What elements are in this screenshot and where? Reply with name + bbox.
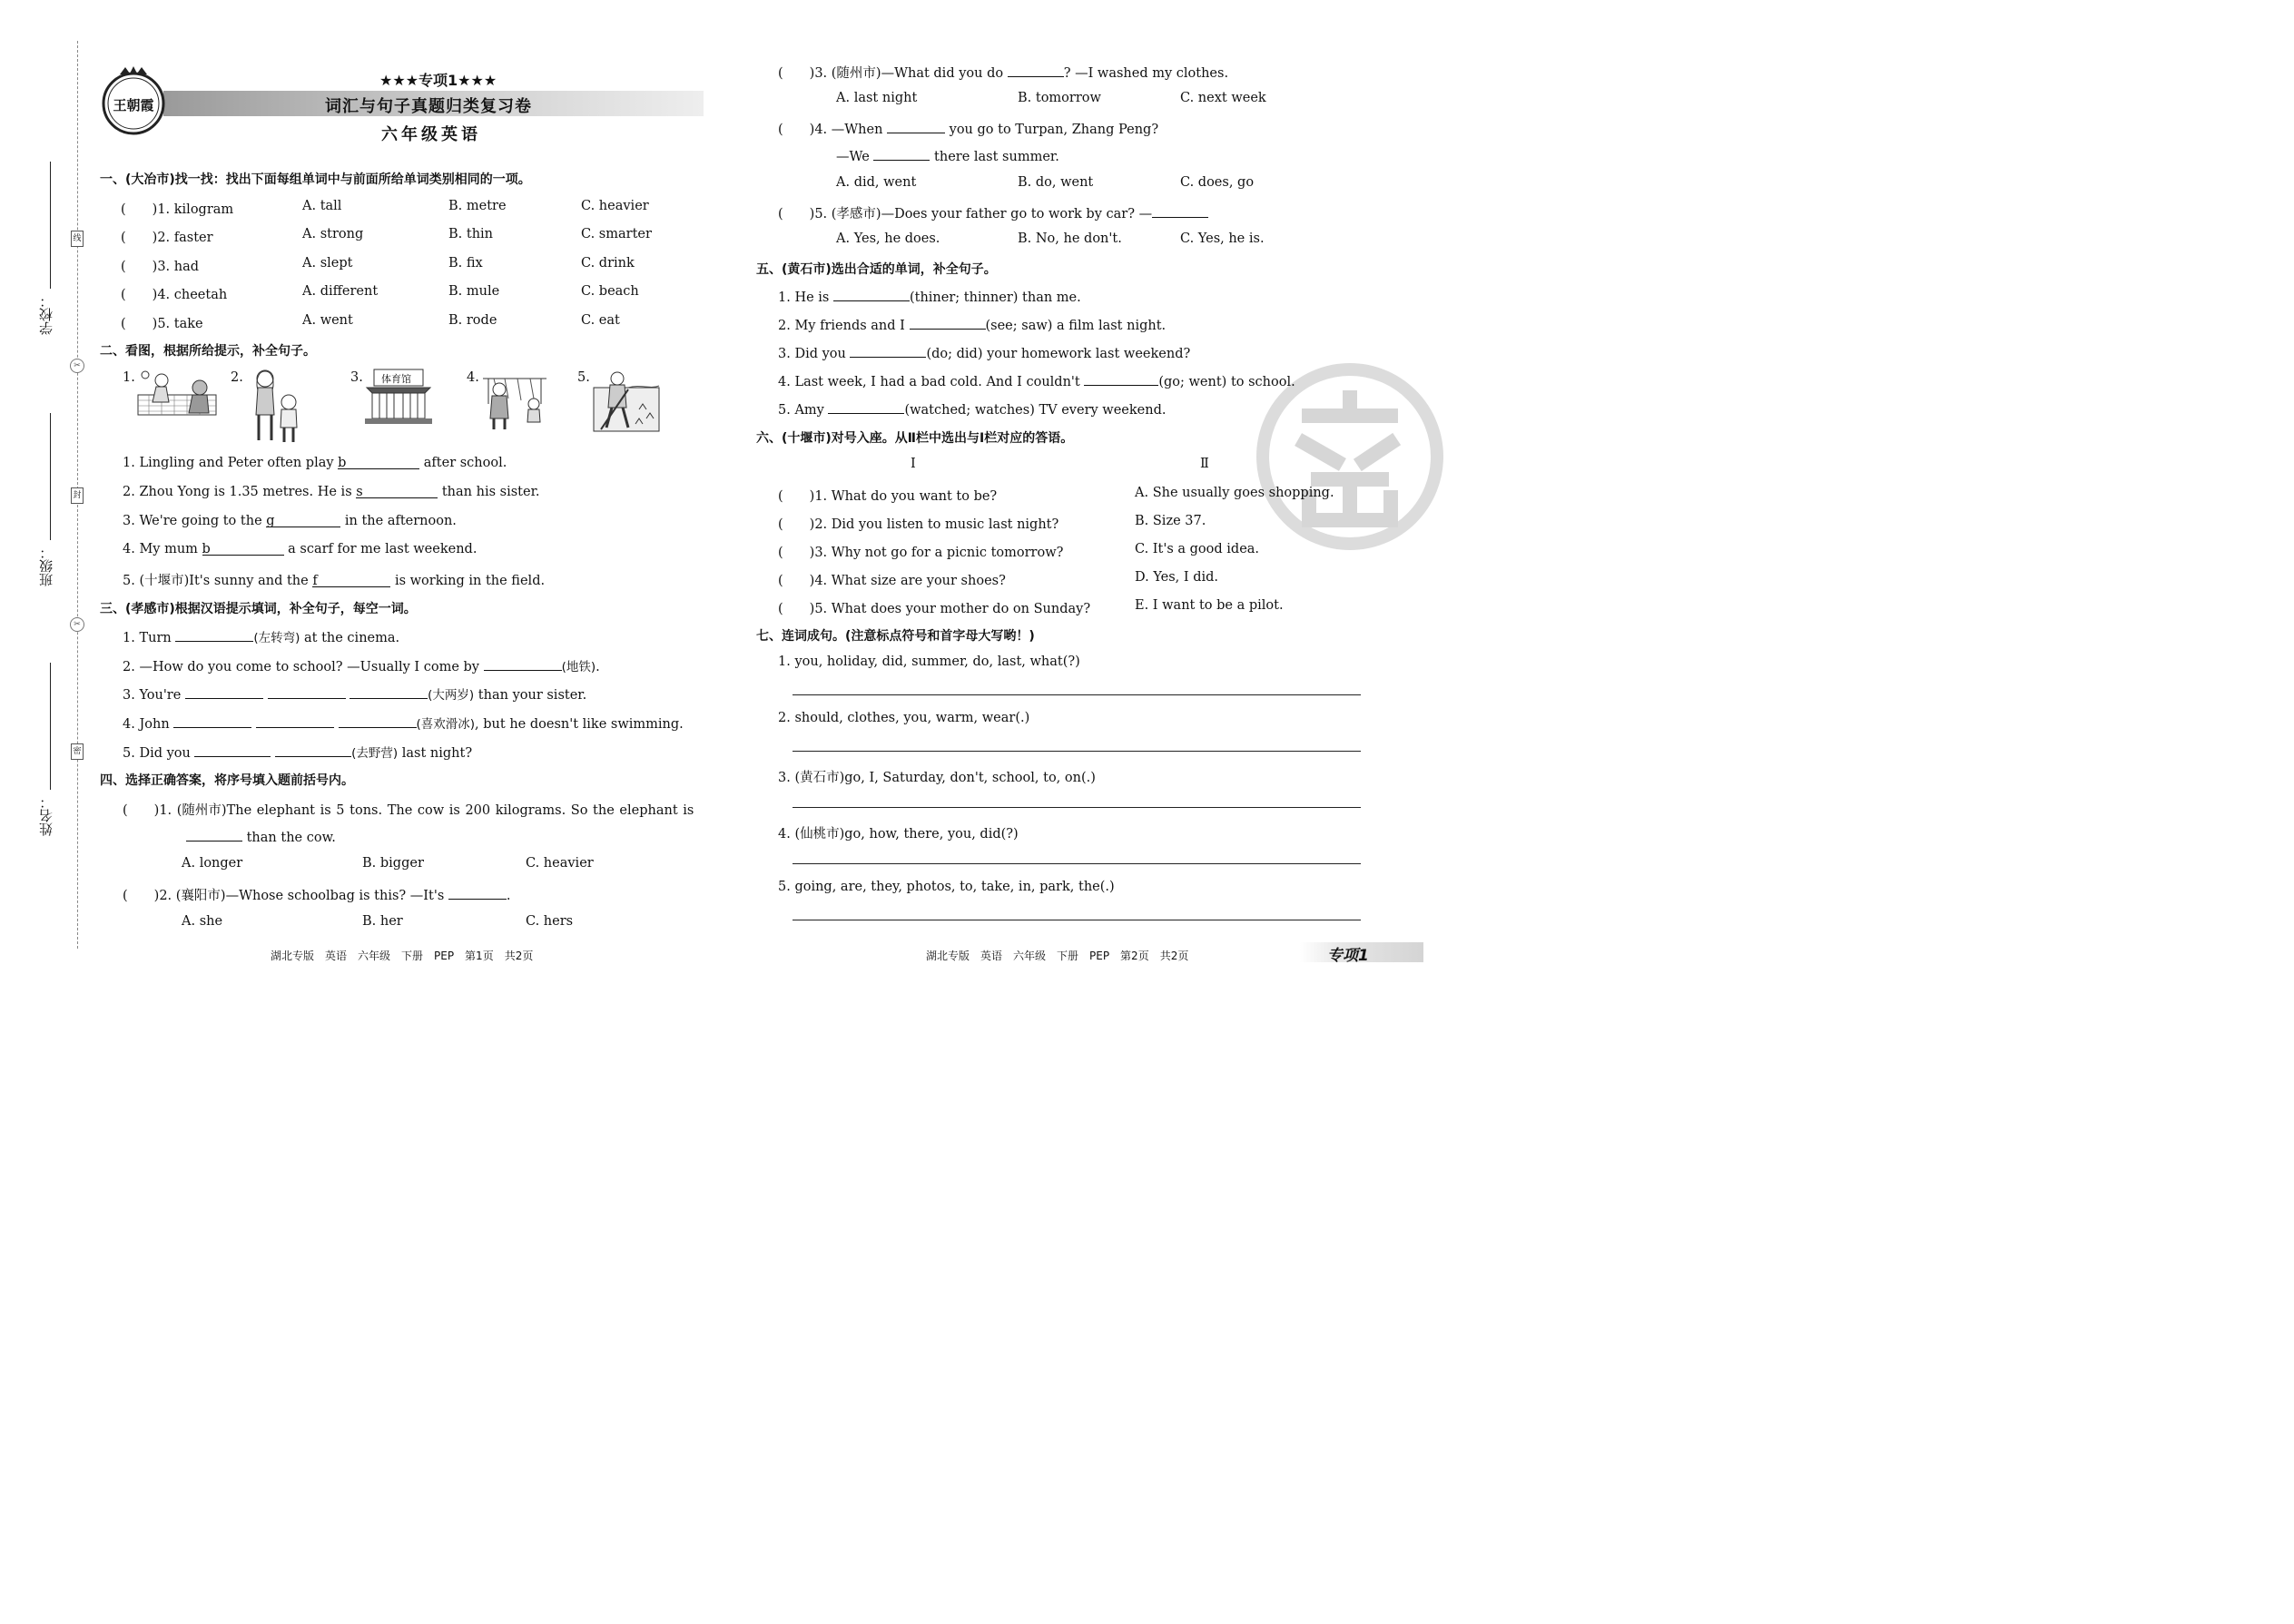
list-item: ( )1. What do you want to be? xyxy=(778,489,998,504)
question-2: ( )2. (襄阳市)—Whose schoolbag is this? —It's . xyxy=(123,885,511,904)
answer-blank xyxy=(1084,372,1158,386)
option-b: B. fix xyxy=(448,256,483,271)
option-b: B. do, went xyxy=(1018,175,1094,190)
scissors-icon: ✂ xyxy=(70,617,84,632)
list-item: 5. Amy (watched; watches) TV every weekend. xyxy=(778,400,1166,418)
school-label: 学校： xyxy=(38,294,54,335)
list-item: ( )5. What does your mother do on Sunday? xyxy=(778,602,1091,616)
question-4: ( )4. —When you go to Turpan, Zhang Peng? xyxy=(778,119,1158,138)
list-item: ( )4. What size are your shoes? xyxy=(778,574,1006,588)
section-2-heading: 二、看图，根据所给提示，补全句子。 xyxy=(100,344,316,359)
answer-blank xyxy=(173,714,251,728)
list-item: ( )3. Why not go for a picnic tomorrow? xyxy=(778,546,1064,560)
option-b: B. metre xyxy=(448,199,507,213)
answer-blank xyxy=(186,828,242,842)
mark-seal: 封 xyxy=(71,487,84,504)
answer-blank xyxy=(850,344,926,358)
option-a: A. went xyxy=(302,313,353,328)
list-item: ( )5. take xyxy=(121,317,203,331)
class-label: 班级： xyxy=(38,546,54,586)
answer-option: B. Size 37. xyxy=(1135,514,1206,528)
list-item: 4. (仙桃市)go, how, there, you, did(?) xyxy=(778,827,1019,842)
question-1: ( )1. (随州市)The elephant is 5 tons. The cow is 200 kilograms. So the elephant is xyxy=(123,803,694,818)
answer-option: C. It's a good idea. xyxy=(1135,542,1260,556)
answer-blank xyxy=(1152,204,1208,218)
option-c: C. smarter xyxy=(581,227,652,241)
list-item: 2. My friends and I (see; saw) a film last night. xyxy=(778,316,1166,333)
blank-with-letter: s xyxy=(356,485,438,498)
list-item: 3. (黄石市)go, I, Saturday, don't, school, to, on(.) xyxy=(778,771,1096,785)
answer-blank xyxy=(887,120,945,133)
list-item: 4. Last week, I had a bad cold. And I couldn't (go; went) to school. xyxy=(778,372,1295,389)
answer-option: A. She usually goes shopping. xyxy=(1135,486,1334,500)
column-header-2: Ⅱ xyxy=(1200,457,1209,471)
blank-with-letter: g xyxy=(266,514,340,527)
banner-tag: ★★★专项1★★★ xyxy=(379,72,497,89)
page-title: 词汇与句子真题归类复习卷 xyxy=(325,97,532,116)
logo-text: 王朝霞 xyxy=(113,97,154,113)
footer-tag: 专项1 xyxy=(1327,947,1369,965)
option-c: C. Yes, he is. xyxy=(1180,231,1265,246)
mark-line: 线 xyxy=(71,231,84,247)
section-1-heading: 一、(大冶市)找一找：找出下面每组单词中与前面所给单词类别相同的一项。 xyxy=(100,172,531,187)
section-5-heading: 五、(黄石市)选出合适的单词，补全句子。 xyxy=(756,262,997,277)
farmer-field-picture xyxy=(592,368,661,433)
option-a: A. strong xyxy=(302,227,364,241)
section-6-heading: 六、(十堰市)对号入座。从Ⅱ栏中选出与Ⅰ栏对应的答语。 xyxy=(756,431,1074,446)
option-b: B. mule xyxy=(448,284,500,299)
mother-shopping-picture xyxy=(481,368,549,431)
option-c: C. drink xyxy=(581,256,635,271)
option-a: A. different xyxy=(302,284,379,299)
option-a: A. slept xyxy=(302,256,353,271)
answer-option: D. Yes, I did. xyxy=(1135,570,1219,585)
list-item: 2. Zhou Yong is 1.35 metres. He is s than his sister. xyxy=(123,485,540,499)
pic-label: 5. xyxy=(577,370,590,385)
answer-blank xyxy=(275,743,351,757)
answer-blank xyxy=(339,714,417,728)
scissors-icon: ✂ xyxy=(70,359,84,373)
option-a: A. Yes, he does. xyxy=(836,231,940,246)
answer-line xyxy=(793,863,1361,864)
question-1-cont: than the cow. xyxy=(186,828,336,845)
pic-label: 3. xyxy=(350,370,363,385)
pingpong-picture xyxy=(136,368,218,424)
blank-with-letter: f xyxy=(312,574,390,587)
answer-blank xyxy=(833,288,910,301)
footer-right: 湖北专版 英语 六年级 下册 PEP 第2页 共2页 xyxy=(926,950,1189,962)
class-field xyxy=(38,413,56,586)
list-item: 1. Turn (左转弯) at the cinema. xyxy=(123,627,399,645)
mark-secret: 密 xyxy=(71,743,84,760)
column-header-1: Ⅰ xyxy=(911,457,916,471)
option-a: A. longer xyxy=(182,856,243,871)
answer-option: E. I want to be a pilot. xyxy=(1135,598,1284,613)
option-c: C. heavier xyxy=(526,856,594,871)
list-item: ( )4. cheetah xyxy=(121,288,228,302)
option-c: C. eat xyxy=(581,313,620,328)
blank-with-letter: b xyxy=(202,542,284,556)
section-7-heading: 七、连词成句。(注意标点符号和首字母大写哟！) xyxy=(756,629,1035,644)
answer-line xyxy=(793,694,1361,695)
question-3: ( )3. (随州市)—What did you do ? —I washed my clothes. xyxy=(778,63,1228,82)
list-item: 3. You're (大两岁) than your sister. xyxy=(123,684,586,703)
footer-left: 湖北专版 英语 六年级 下册 PEP 第1页 共2页 xyxy=(271,950,534,962)
answer-blank xyxy=(256,714,334,728)
question-5: ( )5. (孝感市)—Does your father go to work by car? — xyxy=(778,203,1208,222)
seal-icon xyxy=(1255,361,1445,552)
answer-blank xyxy=(1008,64,1064,77)
list-item: 3. We're going to the g in the afternoon. xyxy=(123,514,457,528)
question-4-reply: —We there last summer. xyxy=(836,147,1059,164)
blank-with-letter: b xyxy=(338,456,419,469)
answer-blank xyxy=(175,628,253,642)
answer-blank xyxy=(873,147,930,161)
list-item: 4. My mum b a scarf for me last weekend. xyxy=(123,542,478,556)
list-item: ( )1. kilogram xyxy=(121,202,234,217)
answer-blank xyxy=(194,743,271,757)
answer-blank xyxy=(828,400,904,414)
school-field xyxy=(38,162,56,335)
option-a: A. last night xyxy=(836,91,918,105)
option-b: B. tomorrow xyxy=(1018,91,1101,105)
answer-blank xyxy=(910,316,986,330)
name-field xyxy=(38,663,56,836)
section-4-heading: 四、选择正确答案，将序号填入题前括号内。 xyxy=(100,773,354,788)
pic-label: 1. xyxy=(123,370,135,385)
gym-sign: 体育馆 xyxy=(381,373,411,385)
option-a: A. did, went xyxy=(836,175,917,190)
answer-blank xyxy=(448,886,507,900)
option-b: B. thin xyxy=(448,227,494,241)
page-subtitle: 六年级英语 xyxy=(381,125,481,144)
list-item: 4. John (喜欢滑冰), but he doesn't like swimming. xyxy=(123,714,684,732)
section-3-heading: 三、(孝感市)根据汉语提示填词，补全句子，每空一词。 xyxy=(100,602,417,616)
option-b: B. No, he don't. xyxy=(1018,231,1122,246)
list-item: 1. Lingling and Peter often play b after school. xyxy=(123,456,507,470)
answer-blank xyxy=(350,685,428,699)
list-item: 5. going, are, they, photos, to, take, in, park, the(.) xyxy=(778,880,1115,894)
answer-blank xyxy=(185,685,263,699)
option-b: B. her xyxy=(362,914,403,929)
list-item: 3. Did you (do; did) your homework last weekend? xyxy=(778,344,1190,361)
answer-line xyxy=(793,751,1361,752)
answer-blank xyxy=(268,685,346,699)
answer-blank xyxy=(484,657,562,671)
list-item: 1. He is (thiner; thinner) than me. xyxy=(778,288,1081,305)
list-item: ( )2. Did you listen to music last night? xyxy=(778,517,1059,532)
option-c: C. heavier xyxy=(581,199,649,213)
list-item: 5. Did you (去野营) last night? xyxy=(123,743,472,761)
option-c: C. hers xyxy=(526,914,574,929)
option-c: C. beach xyxy=(581,284,639,299)
list-item: ( )3. had xyxy=(121,260,200,274)
answer-line xyxy=(793,807,1361,808)
list-item: 2. should, clothes, you, warm, wear(.) xyxy=(778,711,1030,725)
tall-short-children-picture xyxy=(245,368,309,445)
secret-seal-watermark xyxy=(1255,361,1445,552)
logo-emblem xyxy=(98,65,169,136)
list-item: 5. (十堰市)It's sunny and the f is working in the field. xyxy=(123,574,546,588)
option-c: C. next week xyxy=(1180,91,1266,105)
list-item: 1. you, holiday, did, summer, do, last, what(?) xyxy=(778,655,1080,669)
list-item: ( )2. faster xyxy=(121,231,213,245)
option-c: C. does, go xyxy=(1180,175,1255,190)
option-a: A. tall xyxy=(302,199,342,213)
option-a: A. she xyxy=(182,914,223,929)
option-b: B. rode xyxy=(448,313,497,328)
pic-label: 4. xyxy=(467,370,479,385)
name-label: 姓名： xyxy=(38,795,54,836)
binding-margin xyxy=(0,0,91,1007)
pic-label: 2. xyxy=(231,370,243,385)
option-b: B. bigger xyxy=(362,856,424,871)
list-item: 2. —How do you come to school? —Usually I come by (地铁). xyxy=(123,656,600,674)
